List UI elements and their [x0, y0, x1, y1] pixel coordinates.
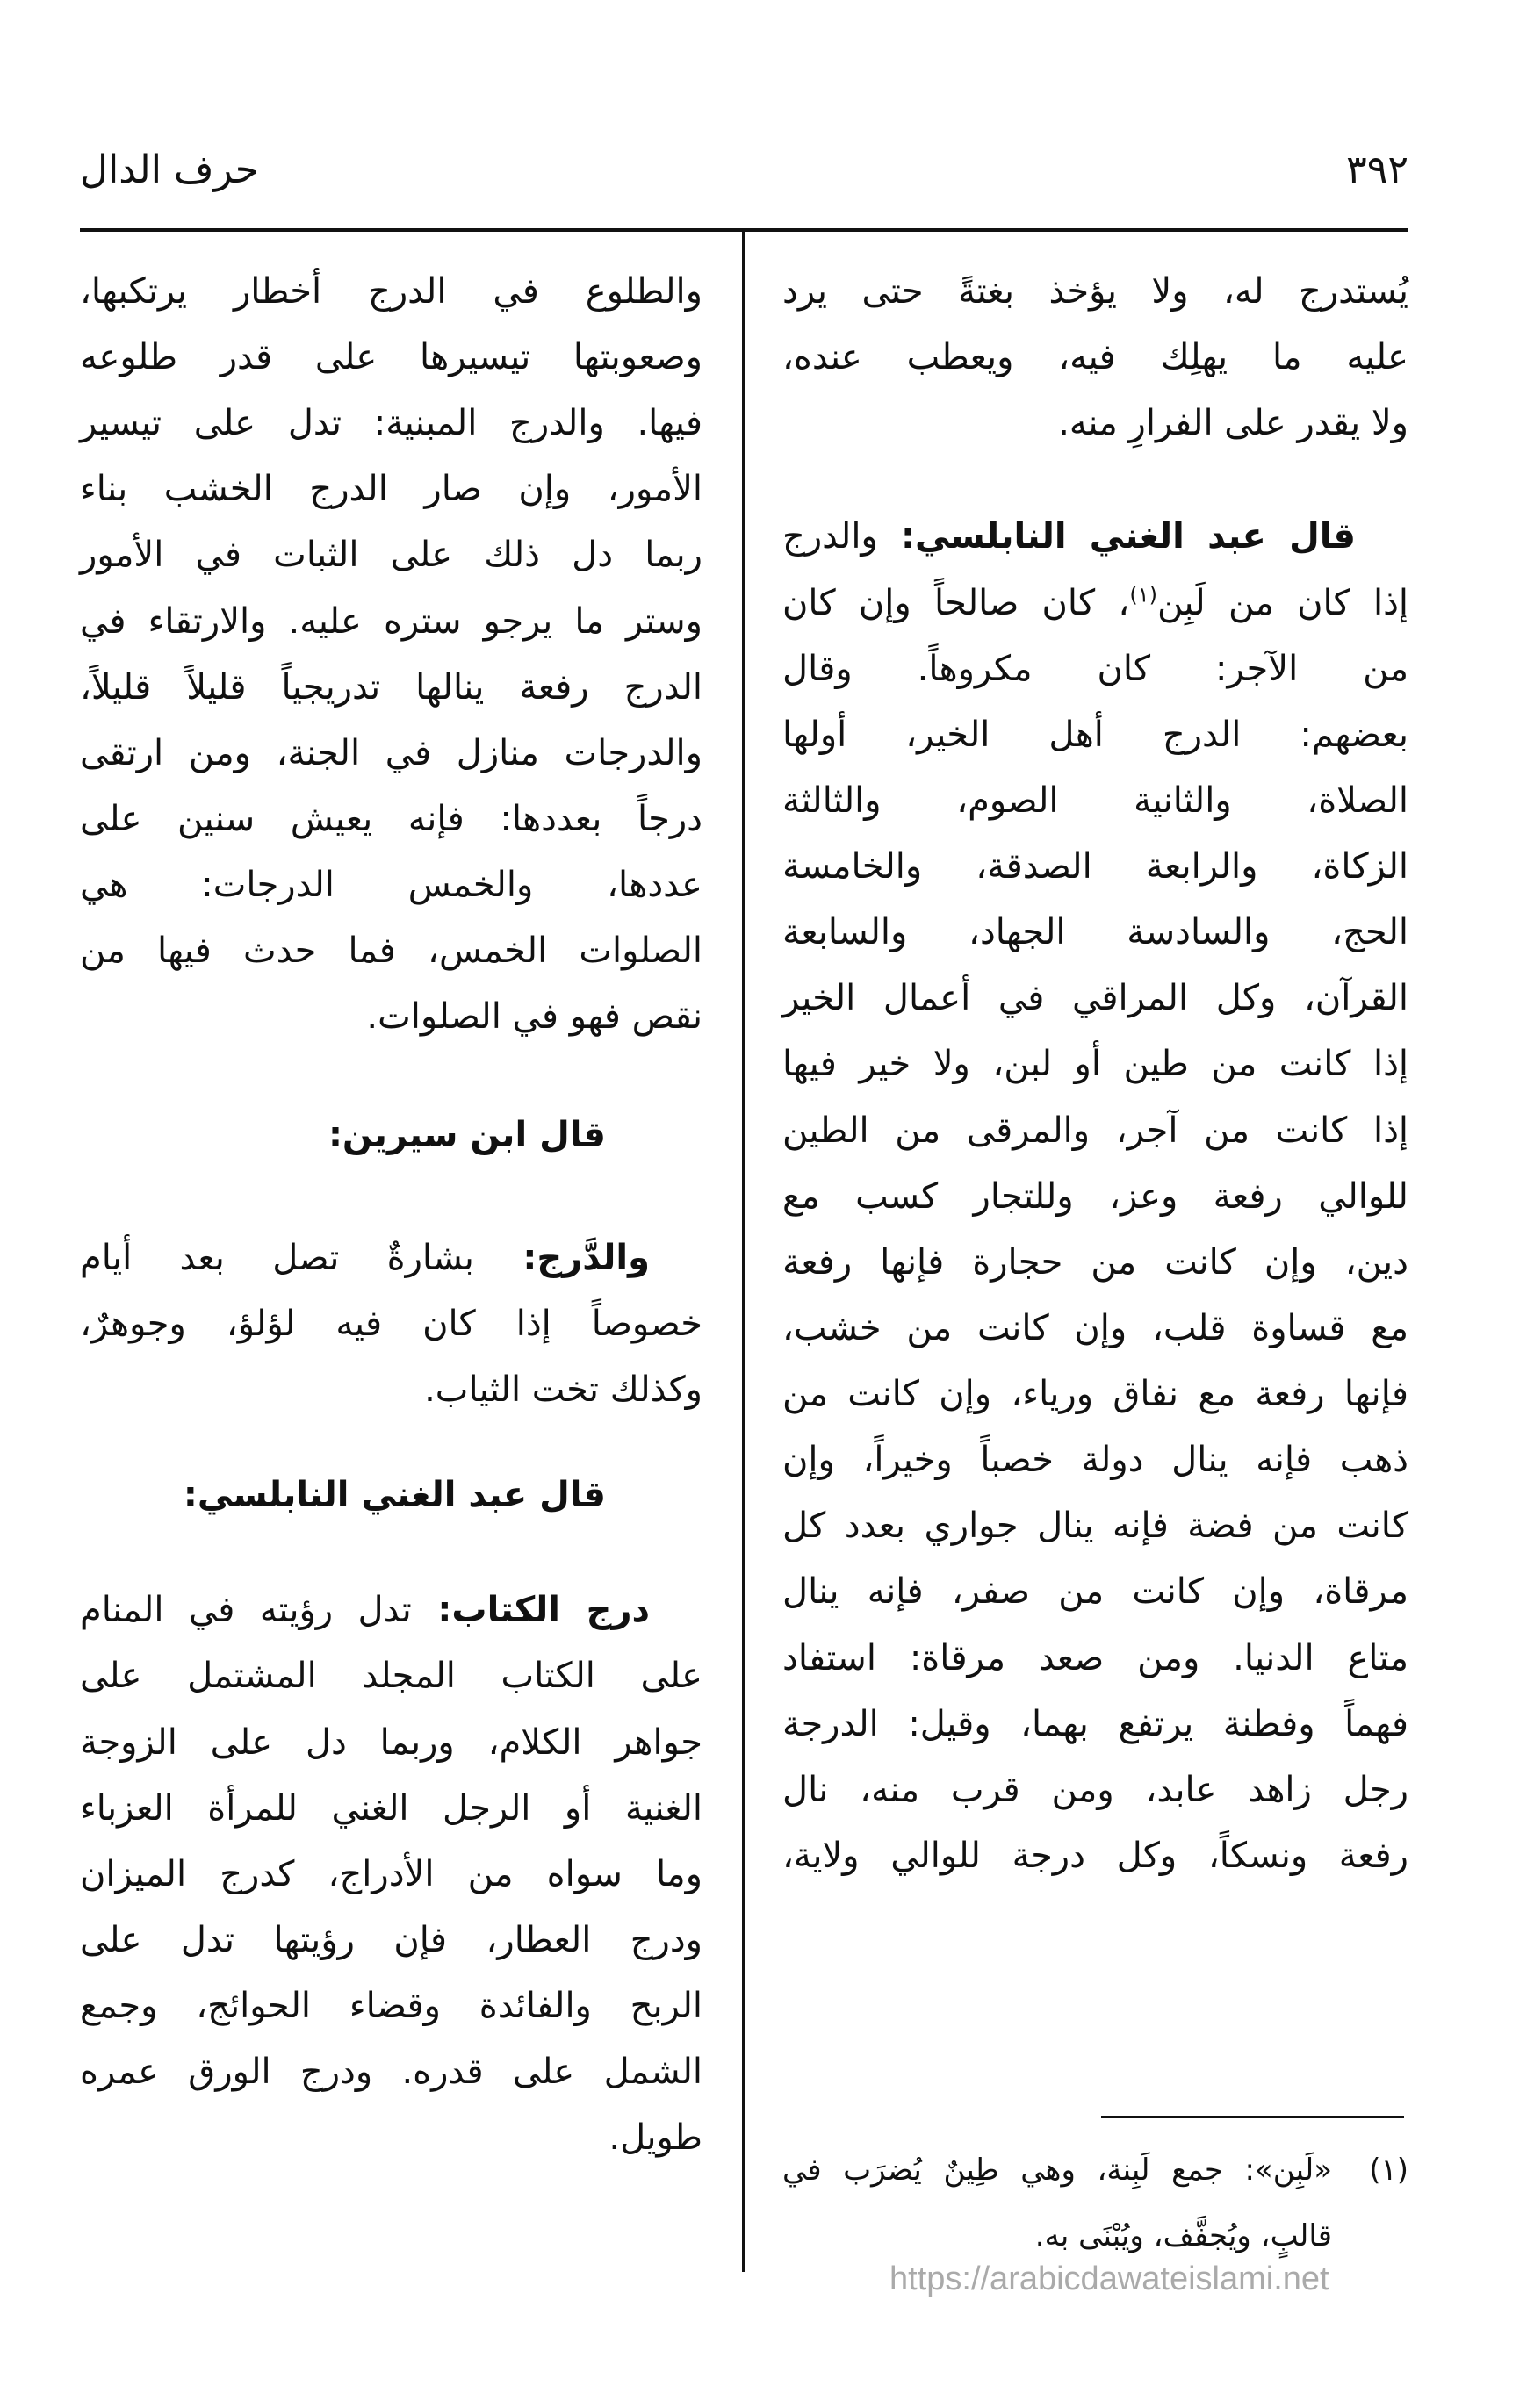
line-text: بعضهم: الدرج أهل الخير، أولها: [782, 714, 1408, 755]
text-line: [782, 505, 1356, 568]
line-text: للوالي رفعة وعز، وللتجار كسب مع: [782, 1175, 1408, 1217]
line-text: طويل.: [609, 2117, 702, 2159]
footnote-line-1: «لَبِن»: جمع لَبِنة، وهي طِينٌ يُضرَب في: [782, 2153, 1332, 2188]
text-line: [782, 835, 1408, 898]
text-line: [80, 656, 702, 719]
line-text: الدرج رفعة ينالها تدريجياً قليلاً قليلاً،: [80, 666, 702, 708]
line-text: إذا كانت من آجر، والمرقى من الطين: [782, 1110, 1408, 1151]
text-line: [80, 1843, 702, 1906]
text-line: [782, 901, 1408, 964]
text-line: [80, 853, 702, 916]
line-text: بشارةٌ تصل بعد أيام: [80, 1237, 474, 1278]
line-text: دين، وإن كانت من حجارة فإنها رفعة: [782, 1241, 1408, 1283]
text-line: [80, 326, 702, 389]
bold-lead: والدَّرج:: [473, 1237, 650, 1278]
text-line: [782, 1032, 1408, 1096]
text-line: [782, 637, 1408, 701]
line-text: وصعوبتها تيسيرها على قدر طلوعه: [80, 337, 702, 378]
text-line: [80, 1578, 650, 1642]
text-line: [80, 2106, 702, 2169]
line-text: رفعة ونسكاً، وكل درجة للوالي ولاية،: [782, 1835, 1408, 1876]
text-line: [782, 1560, 1408, 1623]
bold-lead: درج الكتاب:: [411, 1590, 650, 1631]
line-text: جواهر الكلام، وربما دل على الزوجة: [80, 1722, 702, 1763]
text-line: [80, 722, 702, 785]
line-text: فيها. والدرج المبنية: تدل على تيسير: [80, 403, 702, 444]
line-text: على الكتاب المجلد المشتمل على: [80, 1656, 702, 1697]
footnote-line-2: قالبٍ، ويُجفَّف، ويُبْنَى به.: [1034, 2218, 1332, 2253]
text-line: [782, 703, 1408, 766]
text-line: [80, 457, 702, 521]
text-line: [782, 1494, 1408, 1557]
line-text: كانت من فضة فإنه ينال جواري بعدد كل: [782, 1506, 1408, 1547]
line-text: والدرجات منازل في الجنة، ومن ارتقى: [80, 732, 702, 773]
line-text: الزكاة، والرابعة الصدقة، والخامسة: [782, 846, 1408, 888]
line-text: ذهب فإنه ينال دولة خصباً وخيراً، وإن: [782, 1440, 1408, 1481]
line-text: فإنها رفعة مع نفاق ورياء، وإن كانت من: [782, 1374, 1408, 1415]
line-text: مع قساوة قلب، وإن كانت من خشب،: [782, 1307, 1408, 1348]
line-text: والطلوع في الدرج أخطار يرتكبها،: [80, 270, 702, 312]
line-text: عليه ما يهلِك فيه، ويعطب عنده،: [782, 337, 1408, 378]
line-text: عددها، والخمس الدرجات: هي: [80, 865, 702, 906]
line-text: فهماً وفطنة يرتفع بهما، وقيل: الدرجة: [782, 1703, 1408, 1744]
line-text: الربح والفائدة وقضاء الحوائج، وجمع: [80, 1986, 702, 2027]
line-text: مرقاة، وإن كانت من صفر، فإنه ينال: [782, 1571, 1408, 1613]
text-line: [782, 1428, 1408, 1492]
text-line: [782, 1627, 1408, 1690]
line-text: الحج، والسادسة الجهاد، والسابعة: [782, 912, 1408, 953]
text-line: [782, 571, 1408, 635]
line-text: الشمل على قدره. ودرج الورق عمره: [80, 2052, 702, 2093]
text-line: [80, 985, 702, 1048]
line-text: قال ابن سيرين:: [328, 1114, 606, 1155]
footnote-rule: [1101, 2116, 1404, 2118]
line-text: ربما دل ذلك على الثبات في الأمور: [80, 535, 702, 576]
text-line: [782, 1758, 1408, 1822]
text-line: [80, 523, 702, 586]
section-heading: [80, 1103, 606, 1167]
line-text: قال عبد الغني النابلسي:: [183, 1475, 606, 1516]
line-text: ، كان صالحاً وإن كان: [782, 582, 1130, 623]
line-text: الغنية أو الرجل الغني للمرأة العزباء: [80, 1787, 702, 1829]
column-divider: [742, 230, 745, 2272]
line-text: ودرج العطار، فإن رؤيتها تدل على: [80, 1919, 702, 1960]
line-text: الصلوات الخمس، فما حدث فيها من: [80, 931, 702, 972]
footnote-marker: (١): [1369, 2153, 1408, 2188]
line-text: متاع الدنيا. ومن صعد مرقاة: استفاد: [782, 1637, 1408, 1678]
text-line: [782, 1099, 1408, 1162]
text-line: [782, 769, 1408, 832]
text-line: [80, 590, 702, 653]
section-heading: [80, 1463, 606, 1527]
text-line: [80, 787, 702, 851]
text-line: [782, 1231, 1408, 1294]
line-text: وستر ما يرجو ستره عليه. والارتقاء في: [80, 600, 702, 642]
footnote-ref: (١): [1129, 582, 1157, 607]
page-number: ٣٩٢: [1346, 147, 1408, 192]
line-text: نقص فهو في الصلوات.: [366, 996, 702, 1038]
line-text: الأمور، وإن صار الدرج الخشب بناء: [80, 469, 702, 510]
line-text: وكذلك تخت الثياب.: [424, 1369, 702, 1410]
line-text: والدرج: [782, 516, 878, 557]
line-text: وما سواه من الأدراج، كدرج الميزان: [80, 1853, 702, 1894]
line-text: إذا كان من لَبِن: [1156, 582, 1409, 623]
line-text: القرآن، وكل المراقي في أعمال الخير: [782, 978, 1408, 1019]
text-line: [80, 1974, 702, 2038]
text-line: [80, 1711, 702, 1774]
text-line: [782, 326, 1408, 389]
text-line: [80, 1777, 702, 1840]
line-text: تدل رؤيته في المنام: [80, 1590, 412, 1631]
line-text: إذا كانت من طين أو لبن، ولا خير فيها: [782, 1044, 1408, 1085]
watermark-url: https://arabicdawateislami.net: [889, 2261, 1329, 2297]
text-line: [80, 1908, 702, 1972]
line-text: يُستدرج له، ولا يؤخذ بغتةً حتى يرد: [782, 270, 1408, 312]
text-line: [80, 919, 702, 982]
text-line: [782, 1362, 1408, 1426]
line-text: درجاً بعددها: فإنه يعيش سنين على: [80, 798, 702, 839]
line-text: من الآجر: كان مكروهاً. وقال: [782, 648, 1408, 689]
text-line: [782, 260, 1408, 323]
line-text: خصوصاً إذا كان فيه لؤلؤ، وجوهرٌ،: [80, 1303, 702, 1344]
text-line: [80, 2040, 702, 2103]
running-title: حرف الدال: [80, 147, 259, 192]
line-text: رجل زاهد عابد، ومن قرب منه، نال: [782, 1769, 1408, 1810]
text-line: [80, 1292, 702, 1355]
text-line: [80, 260, 702, 323]
text-line: [80, 1226, 650, 1290]
text-line: [782, 1165, 1408, 1228]
text-line: [782, 1824, 1408, 1887]
line-text: الصلاة، والثانية الصوم، والثالثة: [782, 780, 1408, 821]
text-line: [782, 967, 1408, 1030]
text-line: [80, 392, 702, 455]
line-text: ولا يقدر على الفرارِ منه.: [1058, 403, 1408, 444]
text-line: [782, 392, 1408, 455]
text-line: [80, 1358, 702, 1421]
text-line: [782, 1693, 1408, 1756]
text-line: [80, 1644, 702, 1707]
bold-lead: قال عبد الغني النابلسي:: [877, 516, 1356, 557]
text-line: [782, 1297, 1408, 1360]
